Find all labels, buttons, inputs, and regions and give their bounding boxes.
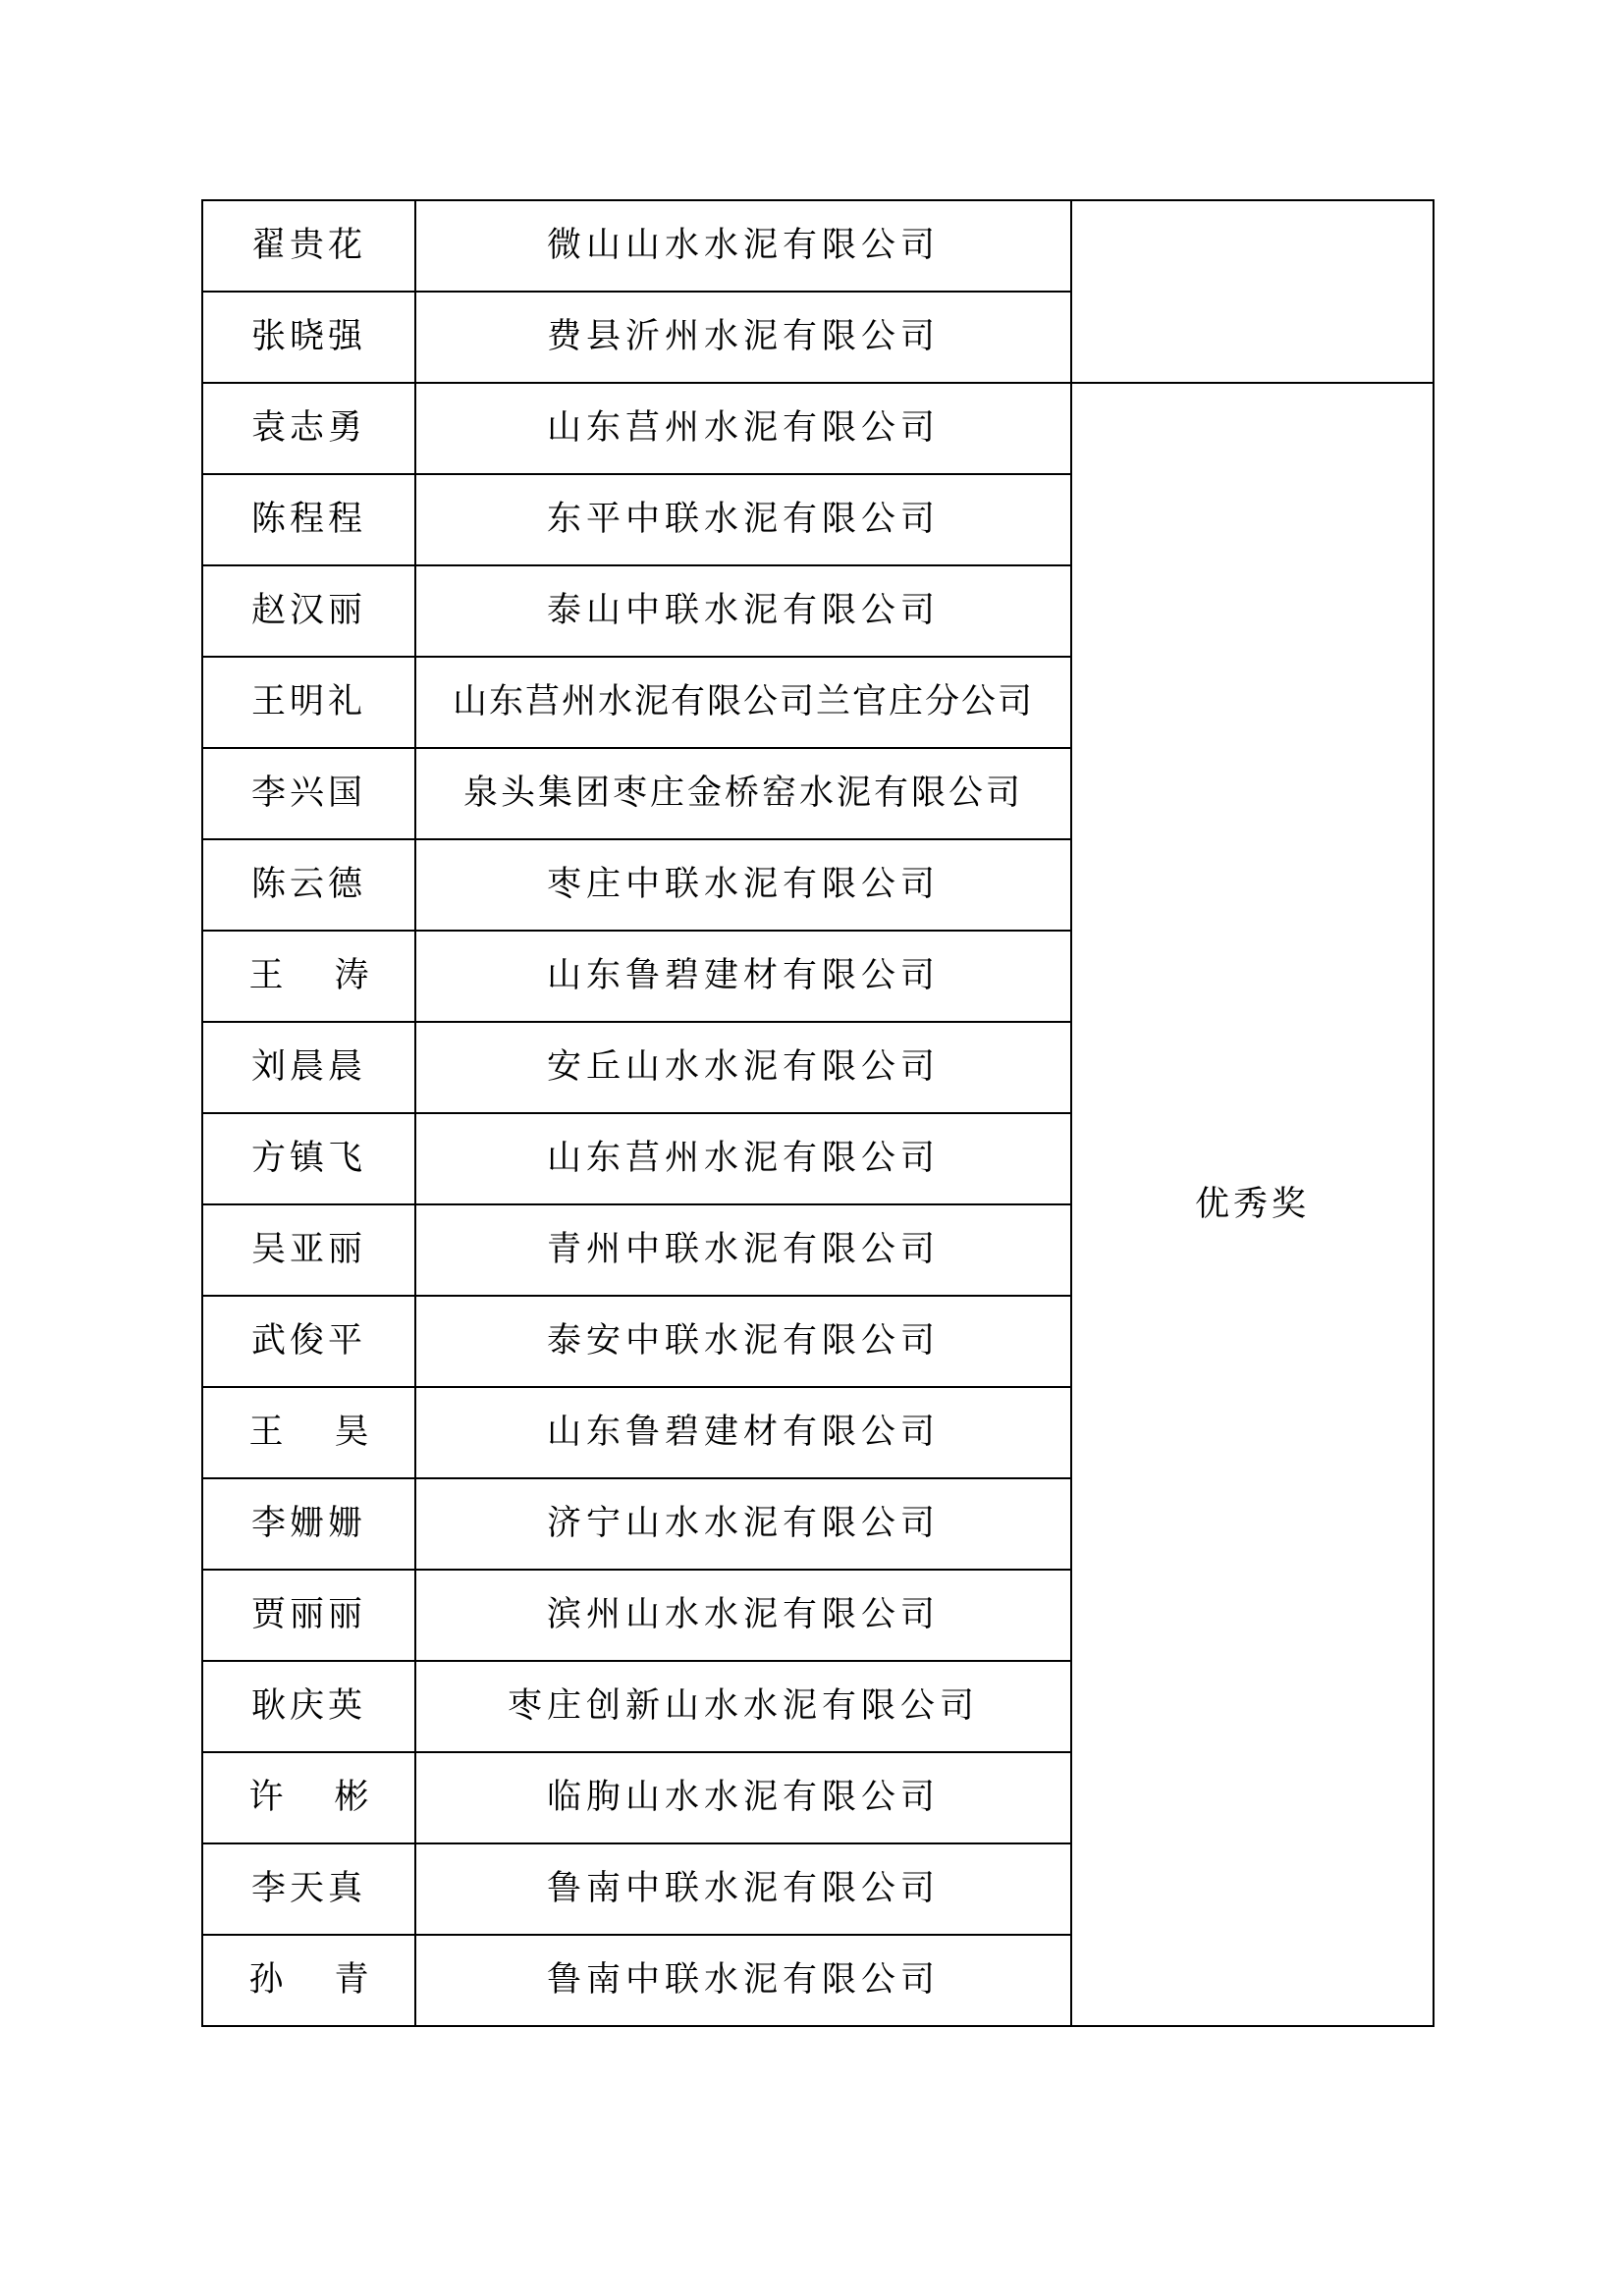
company-cell: 泰安中联水泥有限公司 xyxy=(415,1296,1071,1387)
name-cell xyxy=(202,1387,415,1478)
name-cell: 李姗姗 xyxy=(202,1478,415,1570)
table-row xyxy=(202,200,1434,292)
award-cell: 优秀奖 xyxy=(1071,383,1434,2026)
name-cell: 袁志勇 xyxy=(202,383,415,474)
name-cell: 武俊平 xyxy=(202,1296,415,1387)
name-part: 彬 xyxy=(334,1778,369,1817)
name-cell: 耿庆英 xyxy=(202,1661,415,1752)
name-cell: 刘晨晨 xyxy=(202,1022,415,1113)
name-part: 青 xyxy=(334,1960,369,2000)
company-cell: 费县沂州水泥有限公司 xyxy=(415,292,1071,383)
name-cell xyxy=(202,931,415,1022)
name-cell: 方镇飞 xyxy=(202,1113,415,1204)
name-cell: 陈程程 xyxy=(202,474,415,565)
award-cell xyxy=(1071,200,1434,383)
company-cell: 山东鲁碧建材有限公司 xyxy=(415,1387,1071,1478)
name-part: 王 xyxy=(248,1413,284,1452)
name-cell: 翟贵花 xyxy=(202,200,415,292)
name-part: 涛 xyxy=(334,956,369,995)
name-part: 许 xyxy=(248,1778,284,1817)
name-part: 昊 xyxy=(334,1413,369,1452)
name-cell: 吴亚丽 xyxy=(202,1204,415,1296)
company-cell: 东平中联水泥有限公司 xyxy=(415,474,1071,565)
table-row xyxy=(202,383,1434,474)
company-cell: 微山山水水泥有限公司 xyxy=(415,200,1071,292)
company-cell: 泰山中联水泥有限公司 xyxy=(415,565,1071,657)
name-cell: 王明礼 xyxy=(202,657,415,748)
company-cell: 山东莒州水泥有限公司 xyxy=(415,383,1071,474)
company-cell: 安丘山水水泥有限公司 xyxy=(415,1022,1071,1113)
award-list-table xyxy=(201,199,1435,2027)
name-cell xyxy=(202,1935,415,2026)
name-part: 孙 xyxy=(248,1960,284,2000)
name-part: 王 xyxy=(248,956,284,995)
company-cell: 济宁山水水泥有限公司 xyxy=(415,1478,1071,1570)
company-cell: 青州中联水泥有限公司 xyxy=(415,1204,1071,1296)
name-cell: 贾丽丽 xyxy=(202,1570,415,1661)
name-cell: 陈云德 xyxy=(202,839,415,931)
name-cell: 李天真 xyxy=(202,1843,415,1935)
company-cell: 枣庄中联水泥有限公司 xyxy=(415,839,1071,931)
company-cell: 山东莒州水泥有限公司兰官庄分公司 xyxy=(415,657,1071,748)
company-cell: 临朐山水水泥有限公司 xyxy=(415,1752,1071,1843)
company-cell: 山东鲁碧建材有限公司 xyxy=(415,931,1071,1022)
name-cell: 赵汉丽 xyxy=(202,565,415,657)
name-cell: 张晓强 xyxy=(202,292,415,383)
company-cell: 滨州山水水泥有限公司 xyxy=(415,1570,1071,1661)
company-cell: 山东莒州水泥有限公司 xyxy=(415,1113,1071,1204)
company-cell: 泉头集团枣庄金桥窑水泥有限公司 xyxy=(415,748,1071,839)
company-cell: 鲁南中联水泥有限公司 xyxy=(415,1843,1071,1935)
company-cell: 鲁南中联水泥有限公司 xyxy=(415,1935,1071,2026)
company-cell: 枣庄创新山水水泥有限公司 xyxy=(415,1661,1071,1752)
name-cell xyxy=(202,1752,415,1843)
name-cell: 李兴国 xyxy=(202,748,415,839)
